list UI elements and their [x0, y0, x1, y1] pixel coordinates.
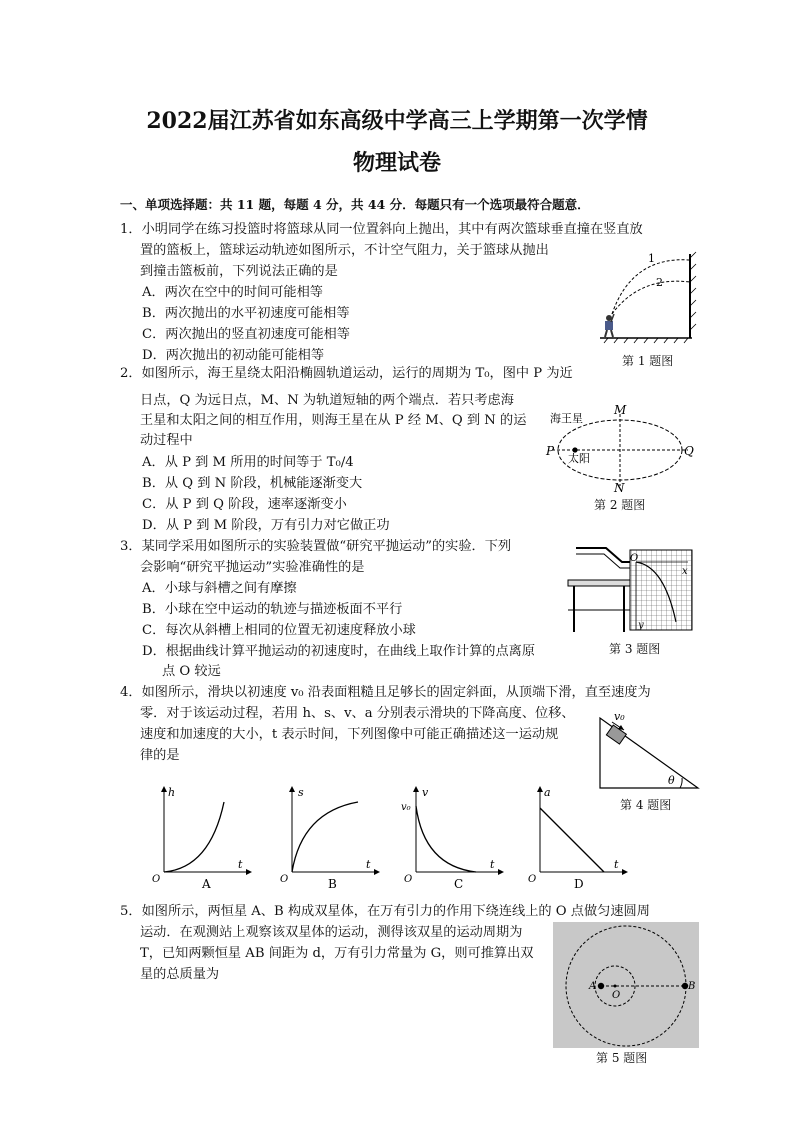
q4-graph-a-curve [164, 802, 224, 872]
q1-label-1: 1 [648, 252, 655, 265]
q5-figure [553, 922, 699, 1048]
exam-title: 2022届江苏省如东高级中学高三上学期第一次学情 [146, 108, 648, 134]
q3-option-d: D．根据曲线计算平抛运动的初速度时，在曲线上取作计算的点离原 [142, 644, 536, 659]
q5-line: 星的总质量为 [140, 967, 220, 982]
q4-line: 速度和加速度的大小，t 表示时间，下列图像中可能正确描述这一运动规 [140, 727, 559, 742]
q4-graph-a-origin: O [152, 874, 161, 885]
q4-figure [594, 708, 704, 792]
q4-graph-a-ylabel: h [168, 786, 176, 799]
q2-label-n: N [614, 481, 625, 494]
q5-label-a: A [589, 981, 597, 992]
q4-graph-c-origin: O [404, 874, 413, 885]
q2-option-a: A．从 P 到 M 所用的时间等于 T₀/4 [142, 455, 354, 470]
q1-figure-caption: 第 1 题图 [622, 354, 674, 368]
q2-option-c: C．从 P 到 Q 阶段，速率逐渐变小 [142, 497, 347, 512]
q4-graph-b-origin: O [280, 874, 289, 885]
q4-graph-c-curve [416, 806, 476, 872]
q4-graph-d-line [540, 808, 604, 872]
q3-label-x: x [682, 566, 688, 577]
section-heading: 一、单项选择题：共 11 题，每题 4 分，共 44 分．每题只有一个选项最符合题意． [120, 197, 590, 212]
q1-line: 置的篮板上，篮球运动轨迹如图所示，不计空气阻力，关于篮球从抛出 [140, 243, 549, 258]
q4-graph-b-letter: B [328, 877, 337, 891]
q4-graph-d-origin: O [528, 874, 537, 885]
q4-graph-d-ylabel: a [544, 786, 551, 799]
q3-figure-caption: 第 3 题图 [609, 642, 661, 656]
q5-figure-background [553, 922, 699, 1048]
q3-table [568, 580, 630, 586]
q4-graph-d-xlabel: t [614, 858, 619, 871]
q2-line: 日点，Q 为远日点，M、N 为轨道短轴的两个端点．若只考虑海 [140, 393, 514, 408]
q1-option-d: D．两次抛出的初动能可能相等 [142, 348, 325, 363]
q4-line: 4．如图所示，滑块以初速度 v₀ 沿表面粗糙且足够长的固定斜面，从顶端下滑，直至速度为 [120, 685, 651, 700]
q3-chute [576, 548, 630, 562]
q4-graph-d [524, 782, 634, 892]
q4-block [606, 725, 626, 744]
q5-star-a [598, 983, 604, 989]
q4-graph-c-y0: v₀ [401, 802, 411, 813]
q1-figure [596, 246, 702, 346]
q4-graph-b-ylabel: s [298, 786, 304, 799]
q5-label-o: O [612, 990, 621, 1001]
q4-graph-b [276, 782, 386, 892]
q2-option-b: B．从 Q 到 N 阶段，机械能逐渐变大 [142, 476, 363, 491]
q3-label-o: O [630, 553, 639, 564]
q4-graph-b-curve [292, 802, 358, 872]
q1-trajectory-1 [612, 260, 690, 314]
q4-graph-c-ylabel: v [422, 786, 429, 799]
q2-figure [544, 400, 694, 494]
q3-option-d-cont: 点 O 较远 [162, 664, 221, 679]
q3-line: 会影响“研究平抛运动”实验准确性的是 [140, 560, 365, 575]
q4-graph-b-xlabel: t [366, 858, 371, 871]
q1-line: 到撞击篮板前，下列说法正确的是 [140, 264, 338, 279]
q1-option-c: C．两次抛出的竖直初速度可能相等 [142, 327, 350, 342]
q5-line: T，已知两颗恒星 AB 间距为 d，万有引力常量为 G，则可推算出双 [140, 946, 534, 961]
q3-option-b: B．小球在空中运动的轨迹与描迹板面不平行 [142, 602, 403, 617]
q1-option-b: B．两次抛出的水平初速度可能相等 [142, 306, 350, 321]
exam-subtitle: 物理试卷 [352, 150, 441, 176]
q3-label-y: y [638, 620, 644, 631]
q4-line: 律的是 [140, 748, 180, 763]
q2-label-planet: 海王星 [550, 412, 583, 425]
q2-label-m: M [614, 403, 627, 417]
q2-line: 2．如图所示，海王星绕太阳沿椭圆轨道运动，运行的周期为 T₀，图中 P 为近 [120, 366, 573, 381]
q3-option-c: C．每次从斜槽上相同的位置无初速度释放小球 [142, 623, 416, 638]
q4-line: 零．对于该运动过程，若用 h、s、v、a 分别表示滑块的下降高度、位移、 [140, 706, 575, 721]
q2-line: 王星和太阳之间的相互作用，则海王星在从 P 经 M、Q 到 N 的运 [140, 413, 527, 428]
q1-option-a: A．两次在空中的时间可能相等 [142, 285, 323, 300]
q3-line: 3．某同学采用如图所示的实验装置做“研究平抛运动”的实验．下列 [120, 539, 512, 554]
q4-graph-d-letter: D [574, 877, 584, 891]
q2-label-p: P [546, 444, 555, 458]
q4-graph-c-xlabel: t [490, 858, 495, 871]
q5-label-b: B [688, 981, 696, 992]
q4-graph-c [400, 782, 510, 892]
q5-line: 5．如图所示，两恒星 A、B 构成双星体，在万有引力的作用下绕连线上的 O 点做匀速圆周 [120, 904, 650, 919]
q2-figure-caption: 第 2 题图 [594, 498, 646, 512]
q5-figure-caption: 第 5 题图 [596, 1051, 648, 1065]
q2-label-sun: 太阳 [568, 452, 590, 465]
q4-label-v0: v₀ [614, 710, 625, 723]
q3-option-a: A．小球与斜槽之间有摩擦 [142, 581, 297, 596]
q1-line: 1．小明同学在练习投篮时将篮球从同一位置斜向上抛出，其中有两次篮球垂直撞在竖直放 [120, 222, 643, 237]
q5-line: 运动．在观测站上观察该双星体的运动，测得该双星的运动周期为 [140, 925, 523, 940]
q3-figure [566, 540, 698, 636]
q1-label-2: 2 [656, 276, 663, 289]
q4-graph-c-letter: C [454, 877, 464, 891]
q5-center-o [614, 985, 617, 988]
q2-line: 动过程中 [140, 433, 193, 448]
q1-trajectory-2 [612, 281, 690, 314]
q4-label-theta: θ [668, 774, 675, 787]
q2-label-q: Q [684, 444, 694, 458]
q4-graph-a-letter: A [202, 877, 211, 891]
q4-graph-a [148, 782, 258, 892]
q2-option-d: D．从 P 到 M 阶段，万有引力对它做正功 [142, 518, 390, 533]
q4-graph-a-xlabel: t [238, 858, 243, 871]
q4-figure-caption: 第 4 题图 [620, 798, 672, 812]
q1-player-icon [605, 314, 614, 337]
